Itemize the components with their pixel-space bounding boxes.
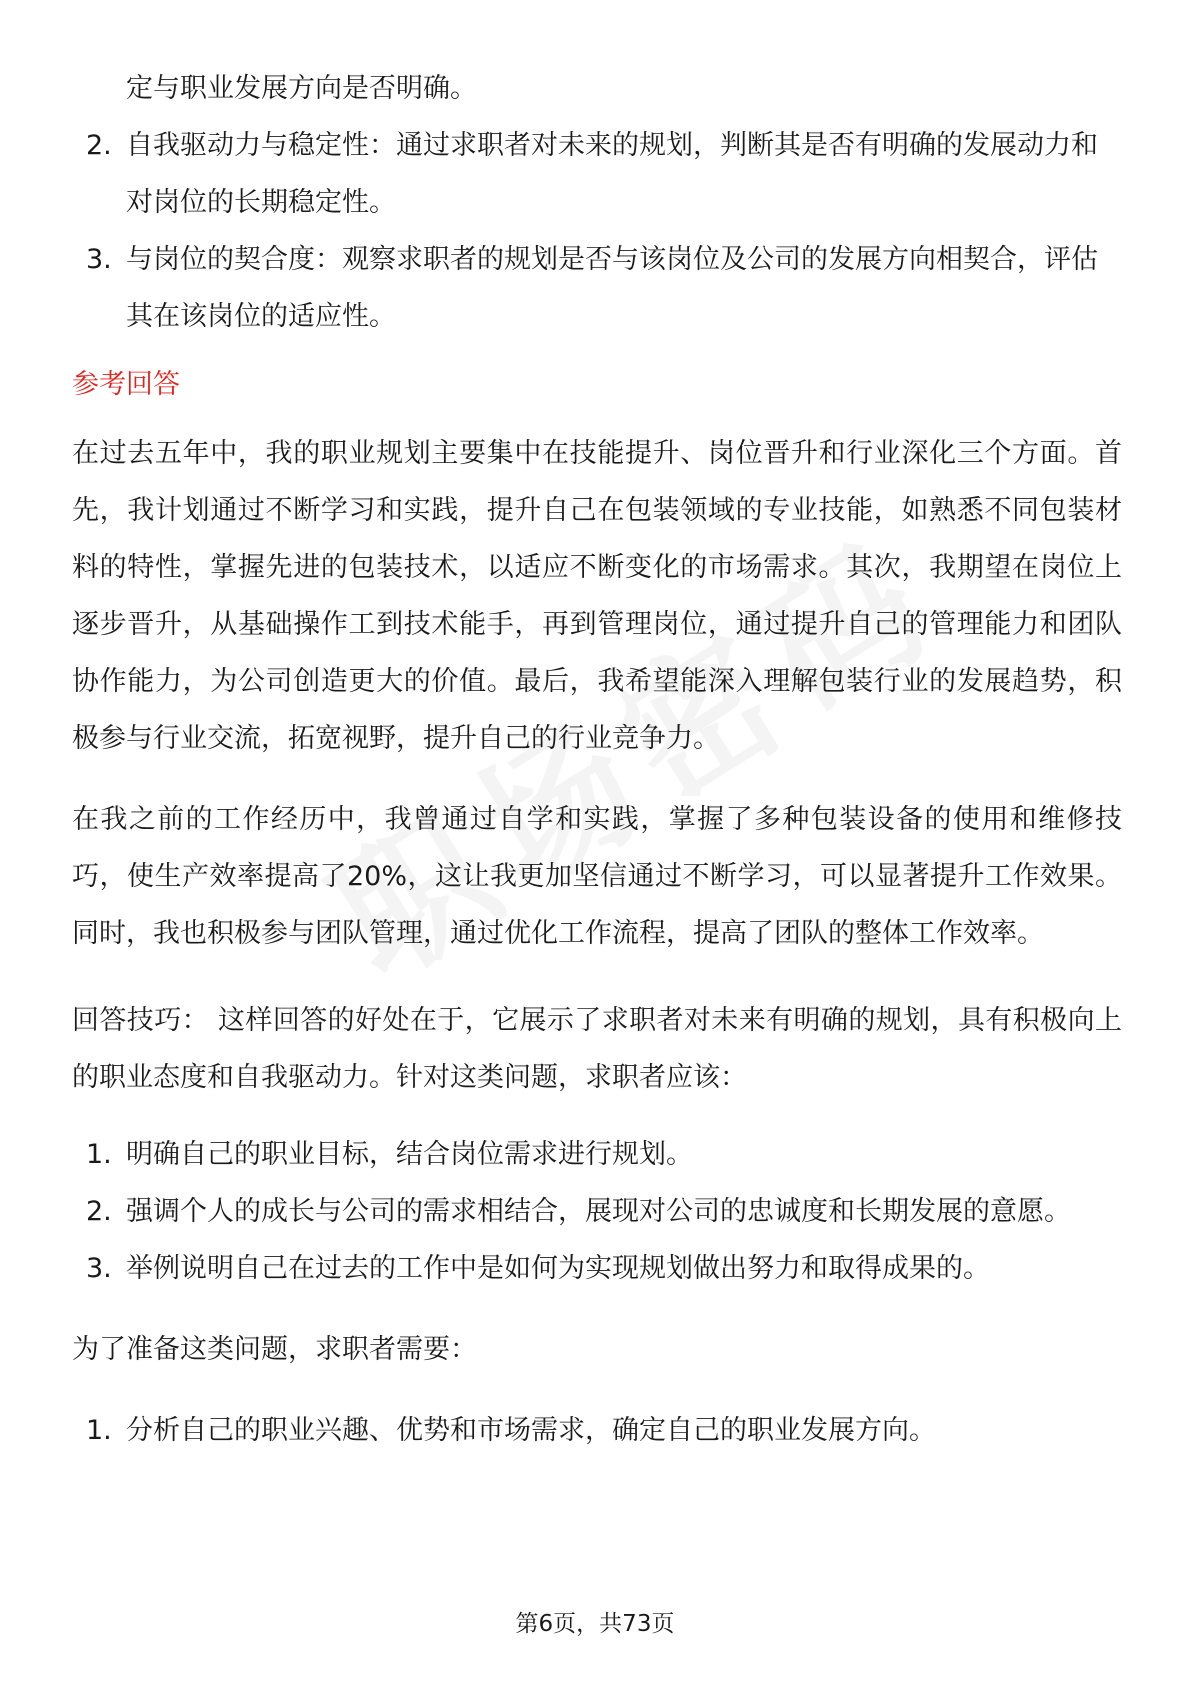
list-item [72,1240,1122,1297]
answer-paragraph: 在我之前的工作经历中，我曾通过自学和实践，掌握了多种包装设备的使用和维修技巧，使生产效率提高了20%，这让我更加坚信通过不断学习，可以显著提升工作效果。同时，我也积极参与团队管理，通过优化工作流程，提高了团队的整体工作效率。 [72,804,1122,949]
list-number: 1. [86,1415,112,1446]
prep-list [72,1402,1122,1459]
list-item [72,117,1122,231]
list-number: 2. [86,130,112,161]
criteria-list [72,117,1122,345]
list-item-continuation: 定与职业发展方向是否明确。 [126,73,477,104]
list-item [72,1183,1122,1240]
prep-intro: 为了准备这类问题，求职者需要： [72,1334,477,1365]
section-title: 参考回答 [72,369,180,400]
page-footer: 第6页，共73页 [515,1611,675,1637]
list-item [72,1402,1122,1459]
list-item-text: 与岗位的契合度：观察求职者的规划是否与该岗位及公司的发展方向相契合，评估其在该岗位的适应性。 [126,244,1098,332]
list-item-text: 自我驱动力与稳定性：通过求职者对未来的规划，判断其是否有明确的发展动力和对岗位的长期稳定性。 [126,130,1098,218]
list-number: 1. [86,1139,112,1170]
list-number: 2. [86,1196,112,1227]
list-number: 3. [86,1253,112,1284]
list-number: 3. [86,244,112,275]
list-item-text: 明确自己的职业目标，结合岗位需求进行规划。 [126,1139,693,1170]
page-content [72,60,1122,1459]
list-item [72,231,1122,345]
tips-intro: 回答技巧： 这样回答的好处在于，它展示了求职者对未来有明确的规划，具有积极向上的职业态度和自我驱动力。针对这类问题，求职者应该： [72,1005,1122,1093]
list-item-text: 强调个人的成长与公司的需求相结合，展现对公司的忠诚度和长期发展的意愿。 [126,1196,1071,1227]
list-item [72,1126,1122,1183]
list-item-text: 举例说明自己在过去的工作中是如何为实现规划做出努力和取得成果的。 [126,1253,990,1284]
tips-list [72,1126,1122,1297]
list-item-text: 分析自己的职业兴趣、优势和市场需求，确定自己的职业发展方向。 [126,1415,936,1446]
answer-paragraph: 在过去五年中，我的职业规划主要集中在技能提升、岗位晋升和行业深化三个方面。首先，我计划通过不断学习和实践，提升自己在包装领域的专业技能，如熟悉不同包装材料的特性，掌握先进的包装技术，以适应不断变化的市场需求。其次，我期望在岗位上逐步晋升，从基础操作工到技术能手，再到管理岗位，通过提升自己的管理能力和团队协作能力，为公司创造更大的价值。最后，我希望能深入理解包装行业的发展趋势，积极参与行业交流，拓宽视野，提升自己的行业竞争力。 [72,438,1122,754]
